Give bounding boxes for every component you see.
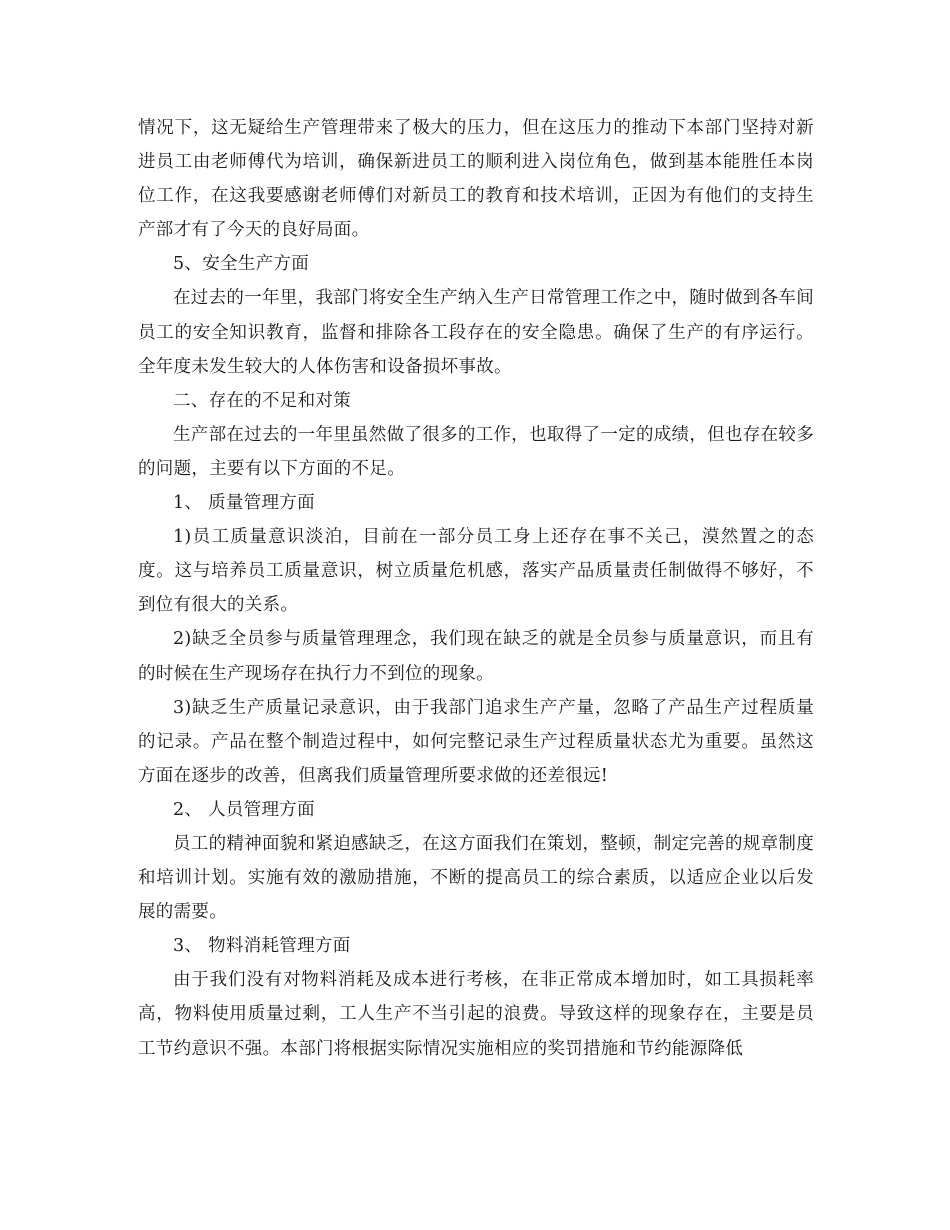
paragraph-1: 情况下，这无疑给生产管理带来了极大的压力，但在这压力的推动下本部门坚持对新进员工由老师傅代为培训，确保新进员工的顺利进入岗位角色，做到基本能胜任本岗位工作，在这我要感谢老师傅们对新员工的教育和技术培训，正因为有他们的支持生产部才有了今天的良好局面。 <box>138 118 814 241</box>
paragraph-11: 员工的精神面貌和紧迫感缺乏，在这方面我们在策划，整顿，制定完善的规章制度和培训计划。实施有效的激励措施，不断的提高员工的综合素质，以适应企业以后发展的需要。 <box>138 833 814 923</box>
paragraph-4: 二、存在的不足和对策 <box>173 390 351 411</box>
paragraph-3: 在过去的一年里，我部门将安全生产纳入生产日常管理工作之中，随时做到各车间员工的安全知识教育，监督和排除各工段存在的安全隐患。确保了生产的有序运行。全年度未发生较大的人体伤害和设备损坏事故。 <box>138 288 814 377</box>
paragraph-12: 3、 物料消耗管理方面 <box>173 936 351 957</box>
paragraph-13: 由于我们没有对物料消耗及成本进行考核，在非正常成本增加时，如工具损耗率高，物料使用质量过剩，工人生产不当引起的浪费。导致这样的现象存在，主要是员工节约意识不强。本部门将根据实际情况实施相应的奖罚措施和节约能源降低 <box>138 970 814 1059</box>
paragraph-2: 5、安全生产方面 <box>173 254 310 275</box>
paragraph-9: 3)缺乏生产质量记录意识，由于我部门追求生产产量，忽略了产品生产过程质量的记录。产品在整个制造过程中，如何完整记录生产过程质量状态尤为重要。虽然这方面在逐步的改善，但离我们质量管理所要求做的还差很远! <box>138 697 814 786</box>
paragraph-7: 1)员工质量意识淡泊，目前在一部分员工身上还存在事不关己，漠然置之的态度。这与培养员工质量意识，树立质量危机感，落实产品质量责任制做得不够好，不到位有很大的关系。 <box>138 527 814 616</box>
paragraph-8: 2)缺乏全员参与质量管理理念，我们现在缺乏的就是全员参与质量意识，而且有的时候在生产现场存在执行力不到位的现象。 <box>138 629 814 684</box>
paragraph-5: 生产部在过去的一年里虽然做了很多的工作，也取得了一定的成绩，但也存在较多的问题，主要有以下方面的不足。 <box>138 424 814 479</box>
paragraph-6: 1、 质量管理方面 <box>173 493 315 514</box>
paragraph-10: 2、 人员管理方面 <box>173 799 315 820</box>
document-body <box>138 111 814 1066</box>
